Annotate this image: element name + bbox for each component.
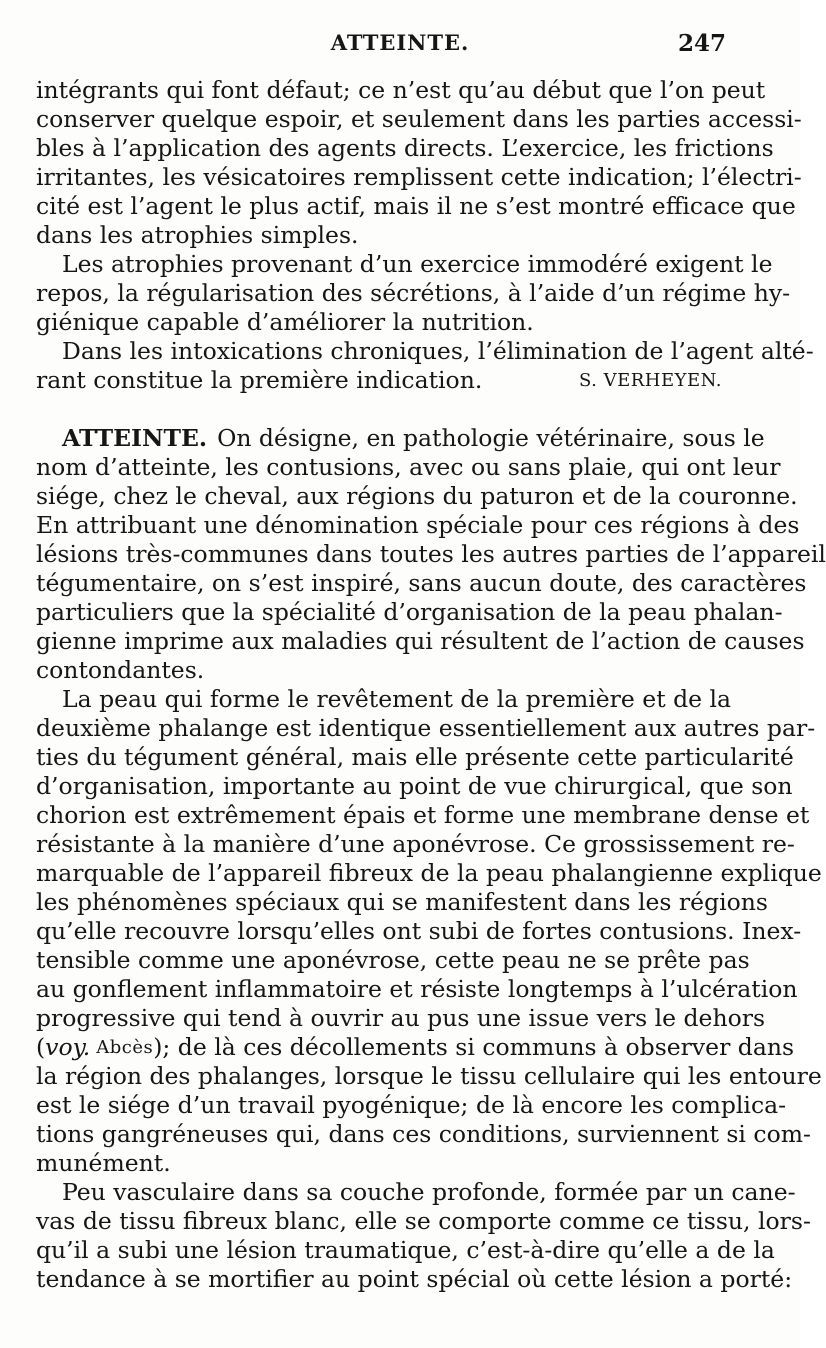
text-line: tégumentaire, on s’est inspiré, sans aucun doute, des caractères [36,569,807,597]
running-header [0,30,800,60]
author-signature: S. VERHEYEN. [578,370,722,391]
text-line: lésions très-communes dans toutes les autres parties de l’appareil [36,540,826,568]
text-line: les phénomènes spéciaux qui se manifestent dans les régions [36,888,768,916]
section-gap [36,395,728,424]
text-line: repos, la régularisation des sécrétions, à l’aide d’un régime hy- [36,279,791,307]
text-line: gienne imprime aux maladies qui résultent de l’action de causes [36,627,805,655]
text-line: deuxième phalange est identique essentiellement aux autres par- [36,714,816,742]
crossref-voy: voy. [45,1033,91,1061]
open-paren: ( [36,1033,46,1061]
text-line: Les atrophies provenant d’un exercice immodéré exigent le [62,250,773,278]
text-line: contondantes. [36,656,205,684]
text-line: intégrants qui font défaut; ce n’est qu’au début que l’on peut [36,76,766,104]
body-text [36,76,826,1294]
text-line-with-signature [36,366,728,395]
text-line: irritantes, les vésicatoires remplissent cette indication; l’électri- [36,163,802,191]
text-line: est le siége d’un travail pyogénique; de là encore les complica- [36,1091,787,1119]
text-line: bles à l’application des agents directs. L’exercice, les frictions [36,134,774,162]
text-line: conserver quelque espoir, et seulement dans les parties accessi- [36,105,802,133]
text-line-content: rant constitue la première indication. [36,366,483,394]
text-line-content: ); de là ces décollements si communs à observer dans [153,1033,795,1061]
text-line: tendance à se mortifier au point spécial où cette lésion a porté: [36,1265,793,1293]
text-line: La peau qui forme le revêtement de la première et de la [62,685,732,713]
text-line: au gonflement inflammatoire et résiste longtemps à l’ulcération [36,975,798,1003]
text-line: tions gangréneuses qui, dans ces conditions, surviennent si com- [36,1120,811,1148]
text-line: giénique capable d’améliorer la nutrition. [36,308,534,336]
article-heading-line [36,424,765,453]
text-line: qu’il a subi une lésion traumatique, c’est-à-dire qu’elle a de la [36,1236,775,1264]
text-line: la région des phalanges, lorsque le tissu cellulaire qui les entoure [36,1062,822,1090]
text-line: marquable de l’appareil fibreux de la peau phalangienne explique [36,859,822,887]
text-line: En attribuant une dénomination spéciale pour ces régions à des [36,511,800,539]
text-line: siége, chez le cheval, aux régions du paturon et de la couronne. [36,482,798,510]
text-line: d’organisation, importante au point de vue chirurgical, que son [36,772,793,800]
text-line: résistante à la manière d’une aponévrose. Ce grossissement re- [36,830,795,858]
text-line: Peu vasculaire dans sa couche profonde, formée par un cane- [62,1178,796,1206]
text-line: particuliers que la spécialité d’organisation de la peau phalan- [36,598,783,626]
text-line-with-crossref [36,1033,795,1062]
article-heading: ATTEINTE. [62,424,208,452]
running-title: ATTEINTE. [330,30,470,55]
text-line: qu’elle recouvre lorsqu’elles ont subi de fortes contusions. Inex- [36,917,802,945]
text-line-content: On désigne, en pathologie vétérinaire, sous le [217,424,765,452]
text-line: tensible comme une aponévrose, cette peau ne se prête pas [36,946,750,974]
text-line: nom d’atteinte, les contusions, avec ou sans plaie, qui ont leur [36,453,781,481]
text-line: chorion est extrêmement épais et forme une membrane dense et [36,801,810,829]
crossref-abces: Abcès [96,1037,154,1058]
text-line: ties du tégument général, mais elle présente cette particularité [36,743,794,771]
page-number: 247 [677,30,726,57]
text-line: vas de tissu fibreux blanc, elle se comporte comme ce tissu, lors- [36,1207,811,1235]
text-line: Dans les intoxications chroniques, l’élimination de l’agent alté- [62,337,814,365]
text-line: progressive qui tend à ouvrir au pus une issue vers le dehors [36,1004,766,1032]
text-line: dans les atrophies simples. [36,221,359,249]
text-line: cité est l’agent le plus actif, mais il ne s’est montré efficace que [36,192,796,220]
text-line: munément. [36,1149,171,1177]
